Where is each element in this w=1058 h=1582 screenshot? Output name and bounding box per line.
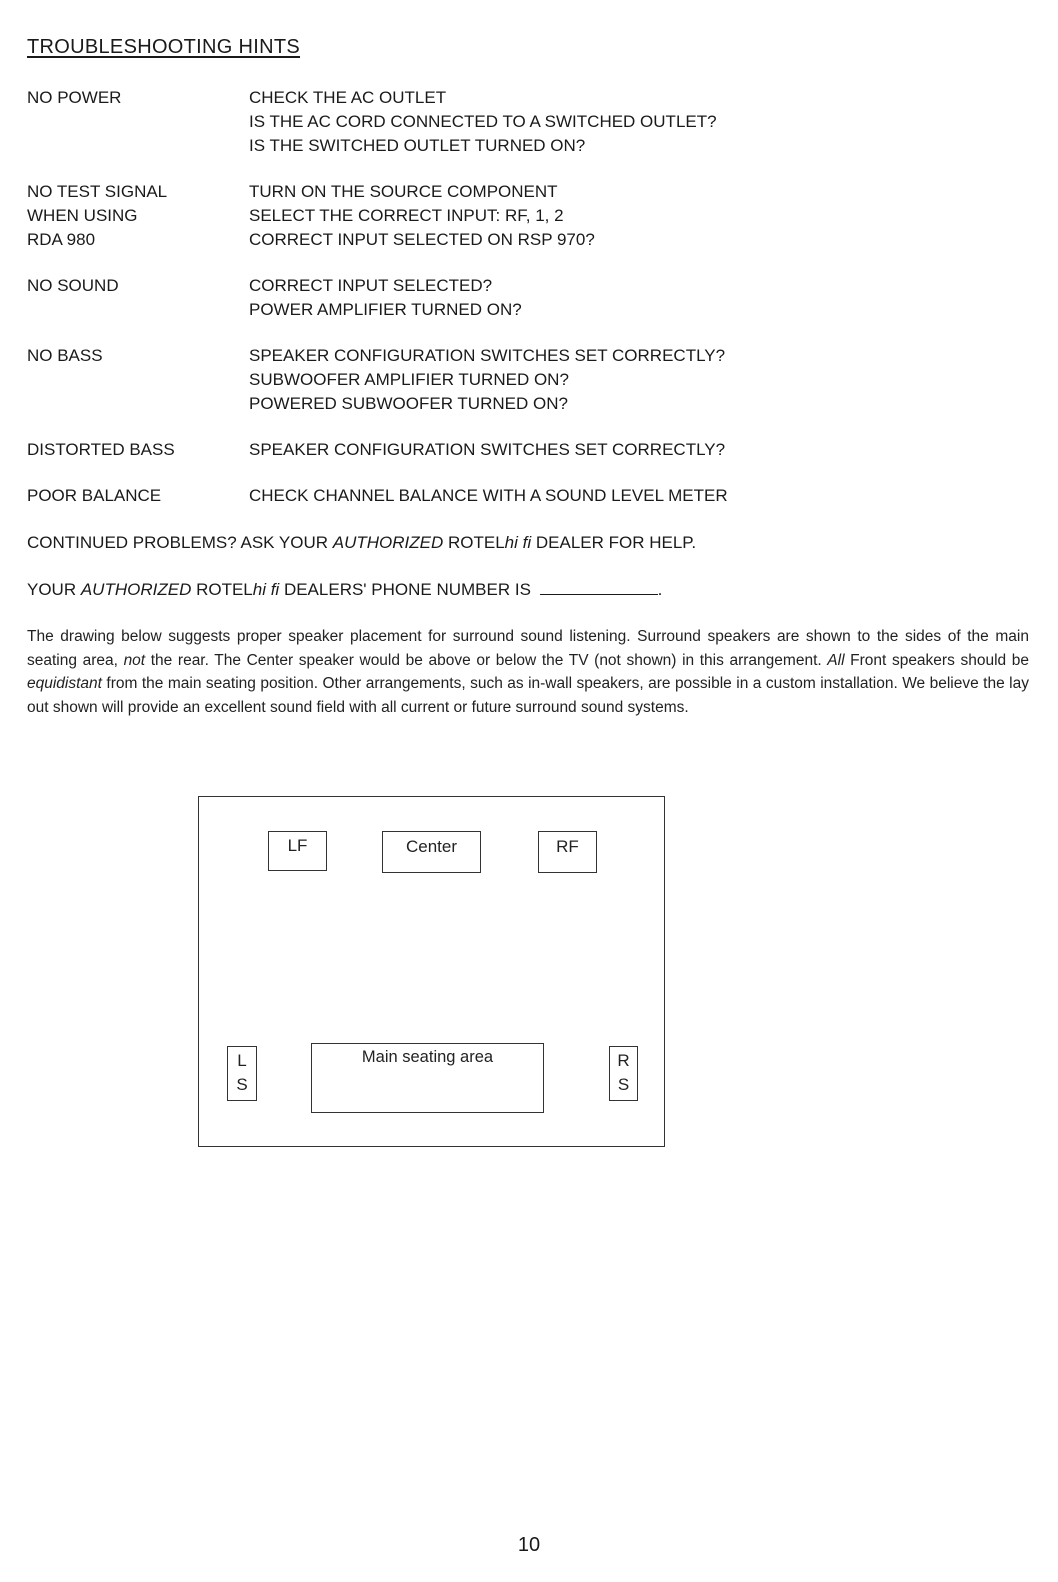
continued-problems-line [27,531,696,555]
paragraph-emphasis: All [827,651,845,669]
ts-problem [27,484,249,508]
page-number: 10 [517,1534,541,1556]
paragraph-text: from the main seating position. Other arrangements, such as in-wall speakers, are possible in a custom installation. We believe the lay out shown will provide an excellent sound field with all current or future surround sound systems. [27,675,1029,716]
ts-problem [27,344,249,416]
paragraph-emphasis: equidistant [27,675,102,692]
ts-check-text: SPEAKER CONFIGURATION SWITCHES SET CORRECTLY? [249,346,726,365]
ts-check-text: IS THE AC CORD CONNECTED TO A SWITCHED OUTLET? [249,112,717,131]
ts-check-text: IS THE SWITCHED OUTLET TURNED ON? [249,136,586,155]
ts-checks [249,438,1037,462]
speaker-placement-paragraph [27,625,1029,719]
left-surround-label-s: S [236,1075,248,1094]
right-surround-speaker [609,1046,638,1101]
ts-row-no-bass [27,344,1037,416]
dealer-prefix: YOUR [27,580,81,599]
ts-problem-text: NO BASS [27,346,103,365]
continued-suffix: DEALER FOR HELP. [531,533,697,552]
left-front-speaker: LF [268,831,327,871]
ts-row-poor-balance [27,484,1037,508]
dealer-authorized: AUTHORIZED [80,580,192,599]
ts-checks [249,86,1037,158]
ts-problem-text: NO POWER [27,88,122,107]
paragraph-text: the rear. The Center speaker would be above or below the TV (not shown) in this arrangement. [145,651,828,669]
ts-check-text: SUBWOOFER AMPLIFIER TURNED ON? [249,370,569,389]
left-surround-label-l: L [237,1051,247,1070]
ts-checks [249,344,1037,416]
dealer-brand: ROTEL [191,580,253,599]
ts-problem [27,86,249,158]
ts-check-text: POWERED SUBWOOFER TURNED ON? [249,394,568,413]
right-surround-label-s: S [617,1075,630,1094]
ts-problem-text: WHEN USING [27,206,138,225]
right-surround-label-r: R [617,1051,630,1070]
troubleshooting-table [27,86,1037,508]
ts-problem-text: POOR BALANCE [27,486,162,505]
main-seating-area: Main seating area [311,1043,544,1113]
ts-check-text: SPEAKER CONFIGURATION SWITCHES SET CORRECTLY? [249,440,726,459]
continued-hifi: hi fi [504,533,532,552]
right-front-speaker: RF [538,831,597,873]
ts-problem-text: NO TEST SIGNAL [27,182,168,201]
ts-check-text: CHECK THE AC OUTLET [249,88,447,107]
ts-problem [27,274,249,322]
ts-problem [27,180,249,252]
speaker-placement-diagram [198,796,665,1147]
ts-row-no-power [27,86,1037,158]
ts-problem [27,438,249,462]
left-surround-speaker [227,1046,257,1101]
ts-problem-text: DISTORTED BASS [27,440,175,459]
paragraph-text: The drawing below suggests proper speaker placement for surround sound listening. Surround speakers are shown to the sides of the main seating area, [27,628,1029,669]
dealer-phone-line [27,578,662,602]
ts-row-no-test-signal [27,180,1037,252]
ts-checks [249,180,1037,252]
ts-checks [249,484,1037,508]
continued-authorized: AUTHORIZED [332,533,444,552]
dealer-suffix: DEALERS' PHONE NUMBER IS [279,580,536,599]
dealer-hifi: hi fi [252,580,280,599]
continued-brand: ROTEL [443,533,505,552]
ts-row-distorted-bass [27,438,1037,462]
dealer-end: . [657,580,663,599]
phone-number-blank [540,578,658,595]
ts-row-no-sound [27,274,1037,322]
ts-check-text: CHECK CHANNEL BALANCE WITH A SOUND LEVEL METER [249,486,728,505]
ts-check-text: TURN ON THE SOURCE COMPONENT [249,182,558,201]
center-speaker: Center [382,831,481,873]
paragraph-text: Front speakers should be [844,651,1029,669]
ts-problem-text: RDA 980 [27,230,96,249]
continued-prefix: CONTINUED PROBLEMS? ASK YOUR [27,533,333,552]
ts-check-text: CORRECT INPUT SELECTED ON RSP 970? [249,230,595,249]
ts-checks [249,274,1037,322]
ts-check-text: SELECT THE CORRECT INPUT: RF, 1, 2 [249,206,564,225]
ts-problem-text: NO SOUND [27,276,119,295]
page-title: TROUBLESHOOTING HINTS [27,36,300,58]
paragraph-emphasis: not [123,651,146,669]
ts-check-text: POWER AMPLIFIER TURNED ON? [249,300,522,319]
ts-check-text: CORRECT INPUT SELECTED? [249,276,493,295]
